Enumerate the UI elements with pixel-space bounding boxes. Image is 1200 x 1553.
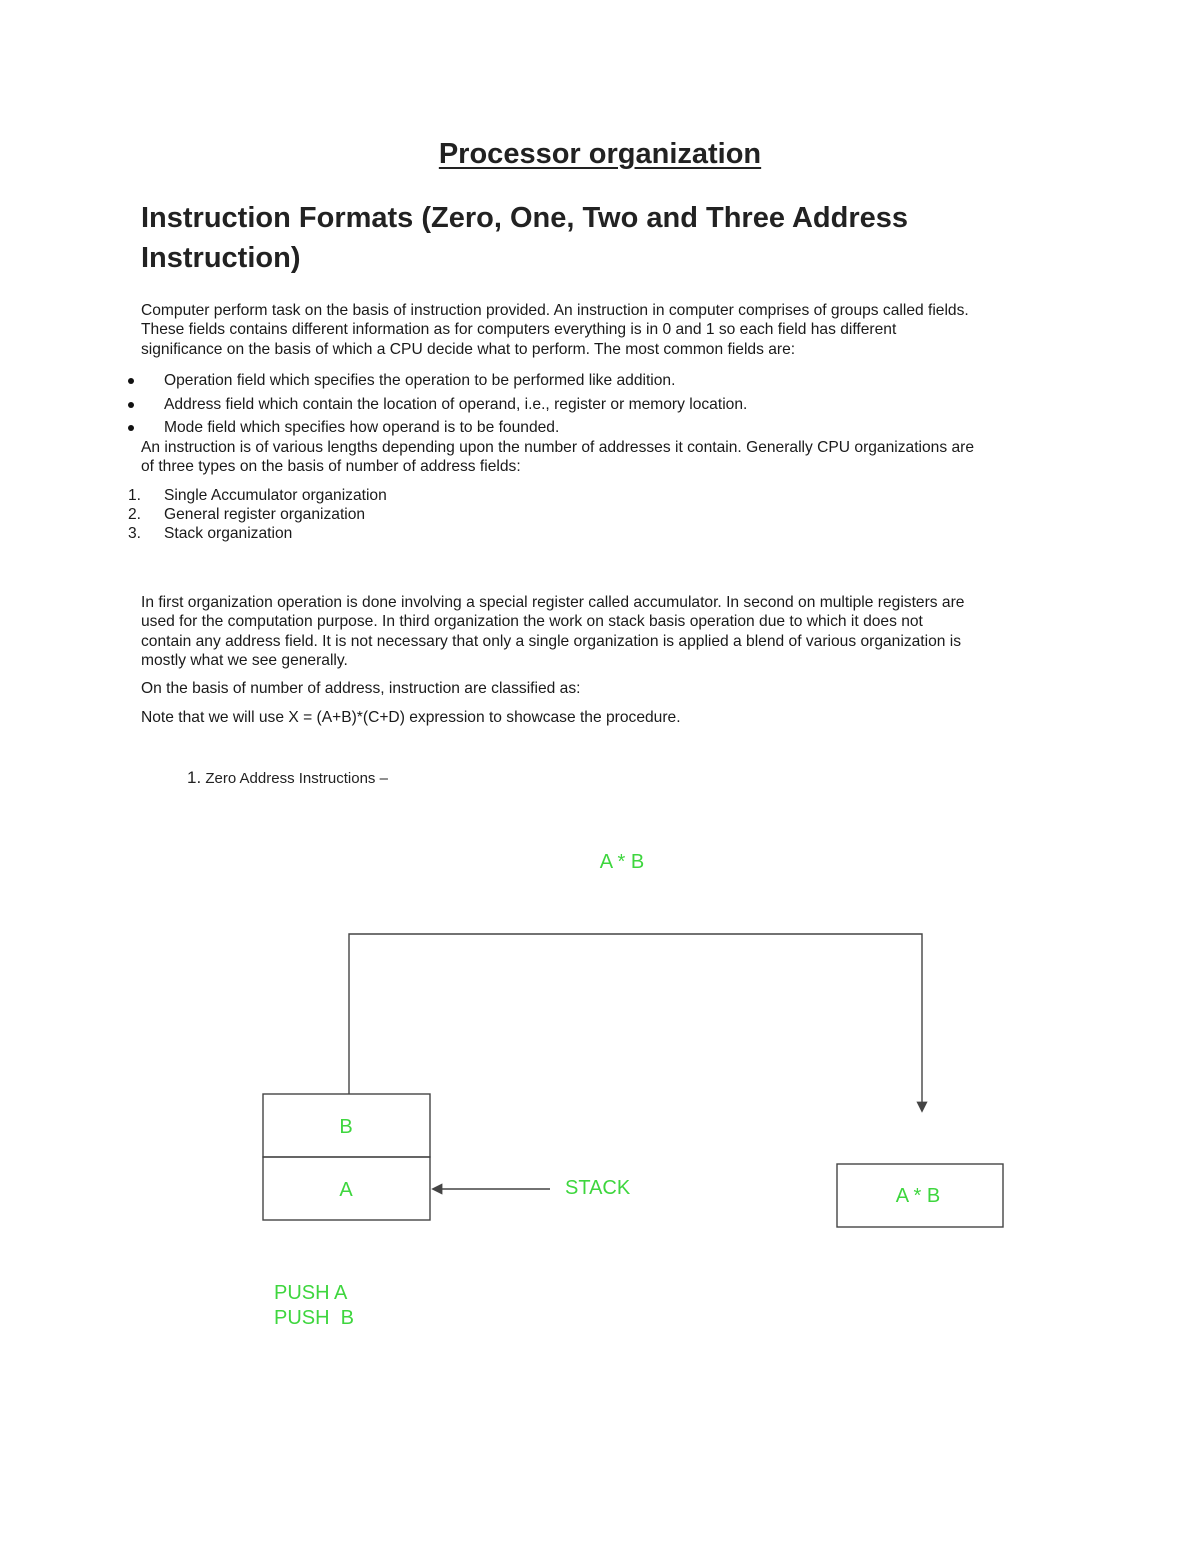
paragraph-line: contain any address field. It is not necessary that only a single organization is applied a blend of various organization is <box>141 632 962 650</box>
heading-number: 1. <box>187 768 202 787</box>
note-line: Note that we will use X = (A+B)*(C+D) expression to showcase the procedure. <box>141 709 681 726</box>
section-heading: Instruction Formats (Zero, One, Two and Three Address Instruction) <box>141 202 908 274</box>
stack-label: STACK <box>565 1177 631 1199</box>
list-text: General register organization <box>164 506 366 523</box>
flow-arrow <box>349 934 922 1110</box>
list-number: 2. <box>128 506 142 523</box>
diagram-top-label: A * B <box>599 851 645 873</box>
push-instruction: PUSH A <box>274 1282 348 1304</box>
classified-line: On the basis of number of address, instruction are classified as: <box>141 680 581 697</box>
list-text: Single Accumulator organization <box>164 487 387 504</box>
stack-bottom-label: A <box>339 1179 353 1201</box>
paragraph-line: of three types on the basis of number of address fields: <box>141 458 521 476</box>
list-text: Stack organization <box>164 525 293 542</box>
intro-line: significance on the basis of which a CPU decide what to perform. The most common fields are: <box>141 340 796 358</box>
document-title: Processor organization <box>438 138 762 170</box>
paragraph-line: An instruction is of various lengths depending upon the number of addresses it contain. Generally CPU organizations are <box>141 439 975 456</box>
paragraph-line: used for the computation purpose. In third organization the work on stack basis operation due to which it does not <box>141 613 923 631</box>
intro-line: These fields contains different information as for computers everything is in 0 and 1 so each field has different <box>141 321 897 339</box>
result-label: A * B <box>895 1185 941 1207</box>
push-instruction: PUSH B <box>274 1307 355 1329</box>
intro-line: Computer perform task on the basis of instruction provided. An instruction in computer comprises of groups called fields. <box>141 302 969 319</box>
paragraph-line: In first organization operation is done involving a special register called accumulator. In second on multiple registers are <box>141 594 965 611</box>
paragraph-line: mostly what we see generally. <box>141 652 348 670</box>
stack-top-label: B <box>339 1116 353 1138</box>
list-number: 3. <box>128 525 142 542</box>
list-number: 1. <box>128 487 142 504</box>
heading-text: Zero Address Instructions – <box>205 770 388 787</box>
